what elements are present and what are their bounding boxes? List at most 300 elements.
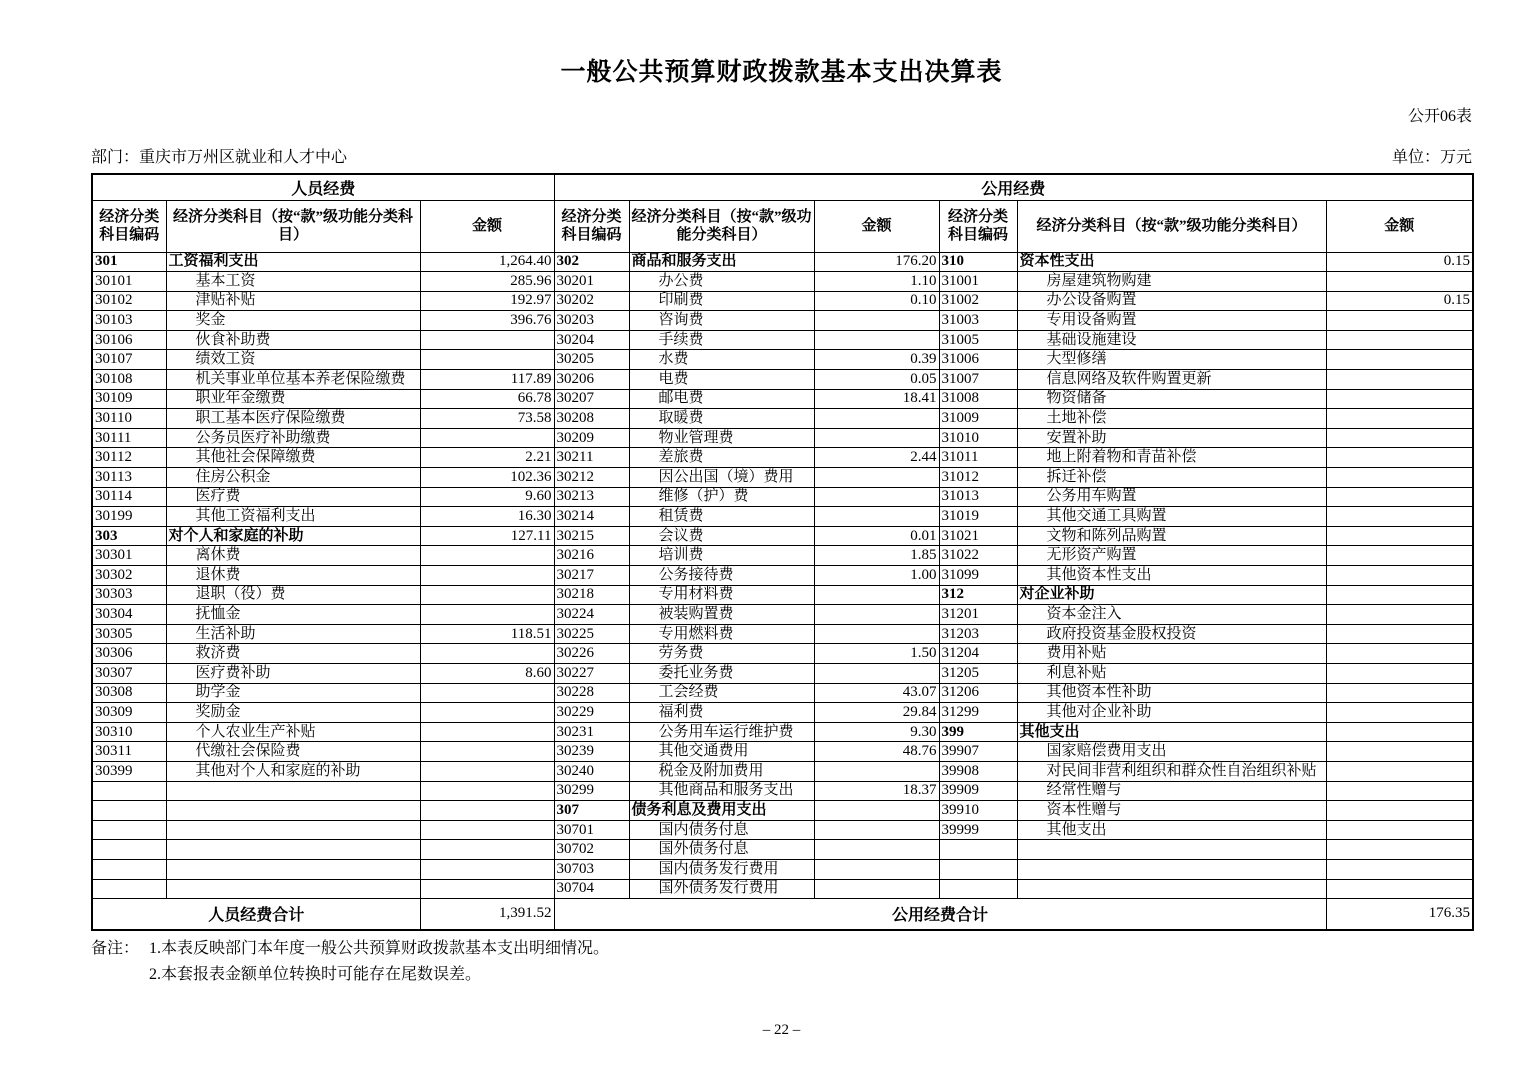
cell-subject: 专用设备购置	[1017, 311, 1326, 331]
cell-amount	[1326, 683, 1473, 703]
cell-code: 30225	[554, 624, 629, 644]
cell-subject: 电费	[629, 370, 814, 390]
cell-code: 31205	[939, 663, 1017, 683]
cell-code: 30306	[92, 644, 166, 664]
cell-code: 30204	[554, 330, 629, 350]
cell-subject: 其他支出	[1017, 820, 1326, 840]
cell-code: 30112	[92, 448, 166, 468]
cell-amount: 396.76	[420, 311, 554, 331]
cell-amount: 1.10	[814, 272, 939, 292]
cell-amount: 48.76	[814, 742, 939, 762]
note-line-2: 2.本套报表金额单位转换时可能存在尾数误差。	[149, 966, 482, 983]
cell-subject: 专用材料费	[629, 585, 814, 605]
table-row	[92, 801, 1473, 821]
cell-amount: 117.89	[420, 370, 554, 390]
table-body	[92, 252, 1473, 899]
cell-subject: 政府投资基金股权投资	[1017, 624, 1326, 644]
cell-amount	[814, 840, 939, 860]
cell-subject: 债务利息及费用支出	[629, 801, 814, 821]
cell-code: 30110	[92, 409, 166, 429]
cell-subject	[166, 781, 420, 801]
cell-code: 31003	[939, 311, 1017, 331]
cell-code: 31204	[939, 644, 1017, 664]
cell-code: 30108	[92, 370, 166, 390]
cell-amount	[814, 801, 939, 821]
cell-code: 31022	[939, 546, 1017, 566]
cell-subject: 会议费	[629, 526, 814, 546]
cell-code	[92, 781, 166, 801]
cell-code: 30702	[554, 840, 629, 860]
cell-code: 30224	[554, 605, 629, 625]
cell-subject: 医疗费	[166, 487, 420, 507]
cell-code: 30207	[554, 389, 629, 409]
cell-amount	[814, 585, 939, 605]
cell-subject: 邮电费	[629, 389, 814, 409]
cell-amount	[420, 605, 554, 625]
cell-code: 30217	[554, 566, 629, 586]
cell-subject: 职业年金缴费	[166, 389, 420, 409]
cell-code: 30231	[554, 722, 629, 742]
cell-amount	[1326, 526, 1473, 546]
cell-code: 30229	[554, 703, 629, 723]
unit-label: 单位：万元	[1391, 149, 1472, 166]
cell-code: 30704	[554, 879, 629, 899]
cell-subject: 文物和陈列品购置	[1017, 526, 1326, 546]
cell-amount	[1326, 428, 1473, 448]
cell-subject	[1017, 879, 1326, 899]
cell-code: 30202	[554, 291, 629, 311]
cell-amount: 9.60	[420, 487, 554, 507]
cell-amount	[814, 663, 939, 683]
cell-subject: 差旅费	[629, 448, 814, 468]
cell-code: 30203	[554, 311, 629, 331]
cell-amount: 16.30	[420, 507, 554, 527]
cell-subject: 专用燃料费	[629, 624, 814, 644]
cell-code: 31019	[939, 507, 1017, 527]
cell-amount	[1326, 840, 1473, 860]
cell-subject	[166, 820, 420, 840]
cell-subject: 其他资本性支出	[1017, 566, 1326, 586]
cell-amount	[420, 683, 554, 703]
cell-amount: 1,264.40	[420, 252, 554, 272]
cell-amount	[1326, 820, 1473, 840]
cell-subject: 国家赔偿费用支出	[1017, 742, 1326, 762]
cell-amount: 73.58	[420, 409, 554, 429]
cell-subject	[166, 840, 420, 860]
cell-amount	[1326, 468, 1473, 488]
cell-code: 30303	[92, 585, 166, 605]
cell-amount: 9.30	[814, 722, 939, 742]
cell-code: 307	[554, 801, 629, 821]
table-row	[92, 605, 1473, 625]
cell-code: 30701	[554, 820, 629, 840]
cell-subject: 其他支出	[1017, 722, 1326, 742]
cell-amount	[1326, 487, 1473, 507]
cell-subject: 基础设施建设	[1017, 330, 1326, 350]
cell-amount	[814, 879, 939, 899]
cell-amount	[420, 546, 554, 566]
cell-amount: 118.51	[420, 624, 554, 644]
cell-amount: 18.41	[814, 389, 939, 409]
cell-subject: 物资储备	[1017, 389, 1326, 409]
cell-subject: 被装购置费	[629, 605, 814, 625]
table-row	[92, 507, 1473, 527]
cell-subject	[1017, 859, 1326, 879]
cell-amount	[814, 507, 939, 527]
cell-subject	[166, 801, 420, 821]
cell-amount	[1326, 605, 1473, 625]
table-row	[92, 389, 1473, 409]
cell-code: 30213	[554, 487, 629, 507]
cell-code: 30109	[92, 389, 166, 409]
cell-subject: 退职（役）费	[166, 585, 420, 605]
cell-code: 30239	[554, 742, 629, 762]
cell-subject: 办公费	[629, 272, 814, 292]
cell-subject: 手续费	[629, 330, 814, 350]
cell-amount	[1326, 370, 1473, 390]
cell-subject: 救济费	[166, 644, 420, 664]
cell-amount	[420, 585, 554, 605]
cell-subject: 咨询费	[629, 311, 814, 331]
cell-amount	[1326, 546, 1473, 566]
cell-amount: 102.36	[420, 468, 554, 488]
table-row	[92, 272, 1473, 292]
department-label: 部门：重庆市万州区就业和人才中心	[91, 149, 348, 166]
cell-code: 30214	[554, 507, 629, 527]
cell-subject	[1017, 840, 1326, 860]
cell-subject: 工资福利支出	[166, 252, 420, 272]
table-row	[92, 468, 1473, 488]
cell-code: 39910	[939, 801, 1017, 821]
cell-amount: 66.78	[420, 389, 554, 409]
header-code-1: 经济分类科目编码	[92, 200, 166, 252]
cell-subject: 绩效工资	[166, 350, 420, 370]
personnel-total-label: 人员经费合计	[92, 899, 420, 930]
cell-code: 30301	[92, 546, 166, 566]
cell-amount	[420, 761, 554, 781]
cell-amount	[1326, 350, 1473, 370]
cell-subject: 国外债务发行费用	[629, 879, 814, 899]
cell-code: 30107	[92, 350, 166, 370]
cell-code: 30310	[92, 722, 166, 742]
cell-subject: 商品和服务支出	[629, 252, 814, 272]
cell-amount	[1326, 448, 1473, 468]
cell-amount	[1326, 722, 1473, 742]
cell-amount	[1326, 272, 1473, 292]
cell-code: 30101	[92, 272, 166, 292]
cell-amount	[1326, 585, 1473, 605]
table-row	[92, 722, 1473, 742]
cell-amount	[1326, 409, 1473, 429]
cell-subject: 房屋建筑物购建	[1017, 272, 1326, 292]
cell-code	[92, 820, 166, 840]
cell-code: 30227	[554, 663, 629, 683]
cell-subject	[166, 859, 420, 879]
cell-subject: 地上附着物和青苗补偿	[1017, 448, 1326, 468]
cell-code: 31002	[939, 291, 1017, 311]
cell-subject: 住房公积金	[166, 468, 420, 488]
personnel-group-header: 人员经费	[92, 174, 554, 200]
cell-amount: 176.20	[814, 252, 939, 272]
cell-code	[939, 879, 1017, 899]
cell-code: 31008	[939, 389, 1017, 409]
notes-label: 备注：	[91, 940, 140, 957]
cell-code: 31007	[939, 370, 1017, 390]
cell-amount	[814, 605, 939, 625]
cell-amount	[420, 820, 554, 840]
cell-amount	[420, 350, 554, 370]
cell-subject: 取暖费	[629, 409, 814, 429]
table-row	[92, 663, 1473, 683]
cell-code: 31005	[939, 330, 1017, 350]
cell-code: 30111	[92, 428, 166, 448]
cell-amount	[420, 703, 554, 723]
cell-code	[939, 840, 1017, 860]
cell-subject: 物业管理费	[629, 428, 814, 448]
header-subject-3: 经济分类科目（按“款”级功能分类科目）	[1017, 200, 1326, 252]
cell-amount: 8.60	[420, 663, 554, 683]
cell-code: 30226	[554, 644, 629, 664]
cell-code	[92, 840, 166, 860]
table-code-label: 公开06表	[1407, 108, 1472, 125]
cell-amount	[814, 624, 939, 644]
cell-amount: 2.21	[420, 448, 554, 468]
cell-subject: 公务用车运行维护费	[629, 722, 814, 742]
cell-code: 30211	[554, 448, 629, 468]
cell-amount	[420, 742, 554, 762]
totals-row	[92, 899, 1473, 930]
cell-amount	[420, 722, 554, 742]
cell-amount	[1326, 801, 1473, 821]
cell-subject: 其他商品和服务支出	[629, 781, 814, 801]
cell-subject: 土地补偿	[1017, 409, 1326, 429]
cell-amount	[814, 428, 939, 448]
cell-code: 31206	[939, 683, 1017, 703]
cell-subject: 其他资本性补助	[1017, 683, 1326, 703]
cell-amount: 2.44	[814, 448, 939, 468]
cell-amount	[1326, 311, 1473, 331]
table-row	[92, 703, 1473, 723]
cell-amount: 29.84	[814, 703, 939, 723]
cell-code: 30209	[554, 428, 629, 448]
cell-subject: 资本性支出	[1017, 252, 1326, 272]
cell-amount	[814, 330, 939, 350]
cell-subject: 对个人和家庭的补助	[166, 526, 420, 546]
cell-amount	[1326, 663, 1473, 683]
cell-amount	[420, 428, 554, 448]
cell-amount	[1326, 624, 1473, 644]
header-amount-1: 金额	[420, 200, 554, 252]
cell-code	[92, 879, 166, 899]
cell-subject: 福利费	[629, 703, 814, 723]
header-subject-2: 经济分类科目（按“款”级功能分类科目）	[629, 200, 814, 252]
header-subject-1: 经济分类科目（按“款”级功能分类科目）	[166, 200, 420, 252]
cell-amount: 0.05	[814, 370, 939, 390]
table-row	[92, 879, 1473, 899]
cell-code: 30304	[92, 605, 166, 625]
table-row	[92, 585, 1473, 605]
cell-amount: 18.37	[814, 781, 939, 801]
cell-code: 30215	[554, 526, 629, 546]
cell-amount	[420, 879, 554, 899]
cell-subject: 印刷费	[629, 291, 814, 311]
cell-code: 30103	[92, 311, 166, 331]
cell-subject: 其他工资福利支出	[166, 507, 420, 527]
table-row	[92, 487, 1473, 507]
cell-subject: 机关事业单位基本养老保险缴费	[166, 370, 420, 390]
cell-code: 30309	[92, 703, 166, 723]
cell-amount: 1.00	[814, 566, 939, 586]
cell-code: 30308	[92, 683, 166, 703]
group-header-row	[92, 174, 1473, 200]
cell-subject: 抚恤金	[166, 605, 420, 625]
cell-amount	[1326, 742, 1473, 762]
cell-subject: 劳务费	[629, 644, 814, 664]
cell-code	[92, 859, 166, 879]
cell-code: 301	[92, 252, 166, 272]
cell-subject: 助学金	[166, 683, 420, 703]
table-row	[92, 683, 1473, 703]
cell-subject: 培训费	[629, 546, 814, 566]
table-row	[92, 840, 1473, 860]
cell-code: 30216	[554, 546, 629, 566]
cell-amount	[814, 859, 939, 879]
cell-code: 30106	[92, 330, 166, 350]
cell-subject: 医疗费补助	[166, 663, 420, 683]
cell-subject: 公务员医疗补助缴费	[166, 428, 420, 448]
cell-amount	[814, 468, 939, 488]
cell-amount	[420, 840, 554, 860]
cell-code: 30302	[92, 566, 166, 586]
cell-amount	[1326, 703, 1473, 723]
table-row	[92, 781, 1473, 801]
cell-code: 31009	[939, 409, 1017, 429]
cell-subject: 工会经费	[629, 683, 814, 703]
cell-amount	[814, 487, 939, 507]
cell-subject: 信息网络及软件购置更新	[1017, 370, 1326, 390]
table-row	[92, 311, 1473, 331]
table-row	[92, 350, 1473, 370]
report-title: 一般公共预算财政拨款基本支出决算表	[560, 59, 1003, 86]
cell-subject: 国内债务发行费用	[629, 859, 814, 879]
cell-amount	[420, 330, 554, 350]
cell-subject: 大型修缮	[1017, 350, 1326, 370]
table-row	[92, 566, 1473, 586]
cell-code: 302	[554, 252, 629, 272]
cell-subject: 其他交通工具购置	[1017, 507, 1326, 527]
header-amount-3: 金额	[1326, 200, 1473, 252]
cell-code: 39908	[939, 761, 1017, 781]
cell-code: 399	[939, 722, 1017, 742]
cell-subject: 因公出国（境）费用	[629, 468, 814, 488]
cell-subject: 基本工资	[166, 272, 420, 292]
table-row	[92, 291, 1473, 311]
cell-amount: 127.11	[420, 526, 554, 546]
page-number: – 22 –	[762, 1022, 801, 1038]
cell-code: 30299	[554, 781, 629, 801]
cell-code: 31006	[939, 350, 1017, 370]
table-row	[92, 370, 1473, 390]
cell-subject	[166, 879, 420, 899]
cell-code: 30305	[92, 624, 166, 644]
cell-subject: 资本金注入	[1017, 605, 1326, 625]
cell-amount	[1326, 781, 1473, 801]
budget-table	[91, 173, 1474, 931]
cell-subject: 其他对个人和家庭的补助	[166, 761, 420, 781]
cell-amount: 1.85	[814, 546, 939, 566]
cell-code: 30113	[92, 468, 166, 488]
cell-code: 30201	[554, 272, 629, 292]
public-group-header: 公用经费	[554, 174, 1473, 200]
cell-amount: 0.01	[814, 526, 939, 546]
cell-amount	[420, 566, 554, 586]
cell-amount: 0.39	[814, 350, 939, 370]
cell-subject: 个人农业生产补贴	[166, 722, 420, 742]
cell-subject: 办公设备购置	[1017, 291, 1326, 311]
cell-code: 31021	[939, 526, 1017, 546]
cell-code: 39999	[939, 820, 1017, 840]
cell-subject: 退休费	[166, 566, 420, 586]
table-row	[92, 252, 1473, 272]
meta-row	[91, 144, 1472, 167]
cell-code: 31011	[939, 448, 1017, 468]
cell-code: 30311	[92, 742, 166, 762]
cell-subject: 其他社会保障缴费	[166, 448, 420, 468]
cell-subject: 其他交通费用	[629, 742, 814, 762]
cell-subject: 费用补贴	[1017, 644, 1326, 664]
cell-subject: 安置补助	[1017, 428, 1326, 448]
cell-code: 310	[939, 252, 1017, 272]
cell-subject: 公务接待费	[629, 566, 814, 586]
cell-subject: 代缴社会保险费	[166, 742, 420, 762]
cell-subject: 水费	[629, 350, 814, 370]
cell-amount: 1.50	[814, 644, 939, 664]
table-row	[92, 546, 1473, 566]
cell-amount	[1326, 507, 1473, 527]
cell-amount	[814, 820, 939, 840]
cell-amount	[1326, 761, 1473, 781]
note-line-1: 1.本表反映部门本年度一般公共预算财政拨款基本支出明细情况。	[149, 940, 610, 957]
cell-code: 31201	[939, 605, 1017, 625]
table-row	[92, 330, 1473, 350]
cell-code: 31013	[939, 487, 1017, 507]
header-code-3: 经济分类科目编码	[939, 200, 1017, 252]
cell-code: 30212	[554, 468, 629, 488]
cell-subject: 委托业务费	[629, 663, 814, 683]
cell-code: 312	[939, 585, 1017, 605]
table-row	[92, 409, 1473, 429]
cell-amount: 0.15	[1326, 252, 1473, 272]
cell-subject: 离休费	[166, 546, 420, 566]
cell-code: 31099	[939, 566, 1017, 586]
cell-code: 30208	[554, 409, 629, 429]
cell-code	[92, 801, 166, 821]
cell-amount: 43.07	[814, 683, 939, 703]
cell-code: 30102	[92, 291, 166, 311]
cell-subject: 对民间非营利组织和群众性自治组织补贴	[1017, 761, 1326, 781]
cell-subject: 奖金	[166, 311, 420, 331]
table-row	[92, 624, 1473, 644]
column-header-row	[92, 200, 1473, 252]
cell-amount	[420, 781, 554, 801]
cell-code: 30228	[554, 683, 629, 703]
cell-code: 30218	[554, 585, 629, 605]
public-total-amount: 176.35	[1326, 899, 1473, 930]
cell-subject: 国外债务付息	[629, 840, 814, 860]
cell-amount	[1326, 330, 1473, 350]
cell-subject: 无形资产购置	[1017, 546, 1326, 566]
cell-subject: 国内债务付息	[629, 820, 814, 840]
